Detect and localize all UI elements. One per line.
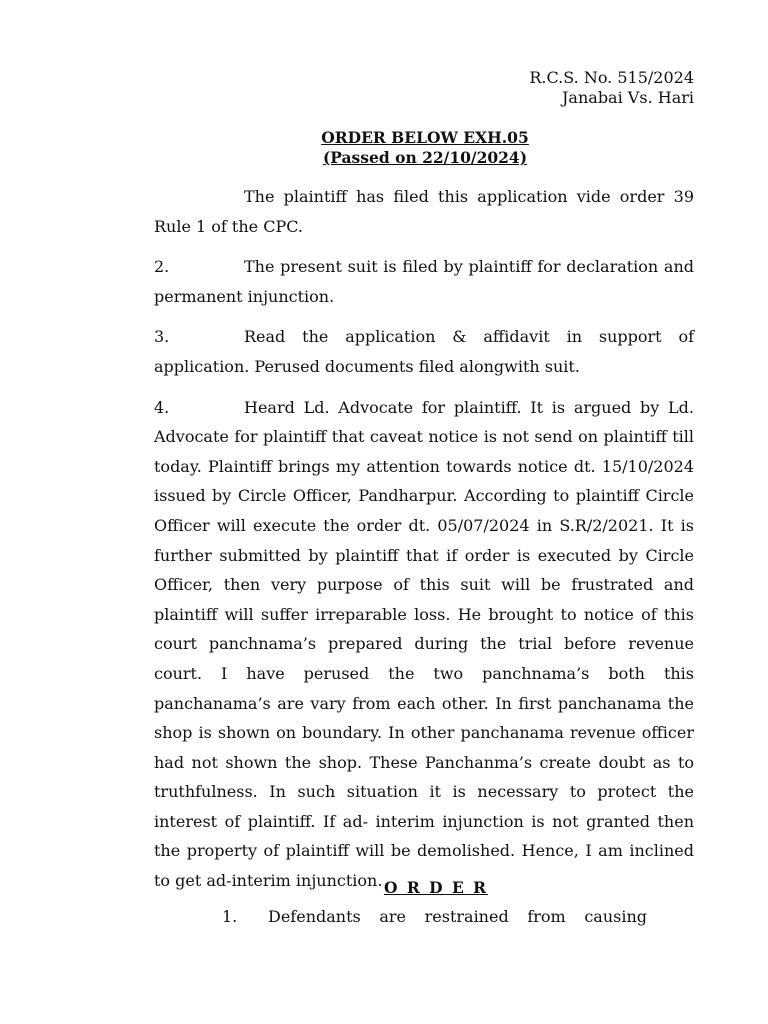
order-item-text: Defendants are restrained from causing xyxy=(268,907,647,926)
order-item-1 xyxy=(222,905,647,929)
paragraph-2 xyxy=(154,252,694,311)
case-number: R.C.S. No. 515/2024 xyxy=(529,68,694,87)
paragraph-number: 2. xyxy=(154,257,170,277)
paragraph-text: The present suit is filed by plaintiff for declaration and permanent injunction. xyxy=(154,257,694,306)
paragraph-number: 4. xyxy=(154,397,170,417)
order-item-number: 1. xyxy=(222,907,238,926)
heading-date: (Passed on 22/10/2024) xyxy=(322,148,528,167)
order-section-title: O R D E R xyxy=(383,878,489,897)
paragraph-3 xyxy=(154,322,694,381)
paragraph-text: Read the application & affidavit in support of application. Perused documents filed alongwith suit. xyxy=(154,327,694,376)
paragraph-4 xyxy=(154,393,694,896)
paragraph-1 xyxy=(154,182,694,241)
paragraph-text: Heard Ld. Advocate for plaintiff. It is argued by Ld. Advocate for plaintiff that caveat notice is not send on plaintiff till today. Plaintiff brings my attention towards notice dt. 15/10/2024 issued by Circle Officer, Pandharpur. According to plaintiff Circle Officer will execute the order dt. 05/07/2024 in S.R/2/2021. It is further submitted by plaintiff that if order is executed by Circle Officer, then very purpose of this suit will be frustrated and plaintiff will suffer irreparable loss. He brought to notice of this court panchnama’s prepared during the trial before revenue court. I have perused the two panchnama’s both this panchanama’s are vary from each other. In first panchanama the shop is shown on boundary. In other panchanama revenue officer had not shown the shop. These Panchanma’s create doubt as to truthfulness. In such situation it is necessary to protect the interest of plaintiff. If ad- interim injunction is not granted then the property of plaintiff will be demolished. Hence, I am inclined to get ad-interim injunction. xyxy=(154,397,694,891)
case-reference xyxy=(529,68,694,108)
paragraph-number: 3. xyxy=(154,327,170,347)
heading-title: ORDER BELOW EXH.05 xyxy=(321,128,529,147)
order-heading xyxy=(0,128,768,168)
order-body xyxy=(154,182,694,907)
case-parties: Janabai Vs. Hari xyxy=(562,88,694,107)
paragraph-text: The plaintiff has filed this application vide order 39 Rule 1 of the CPC. xyxy=(154,187,694,236)
